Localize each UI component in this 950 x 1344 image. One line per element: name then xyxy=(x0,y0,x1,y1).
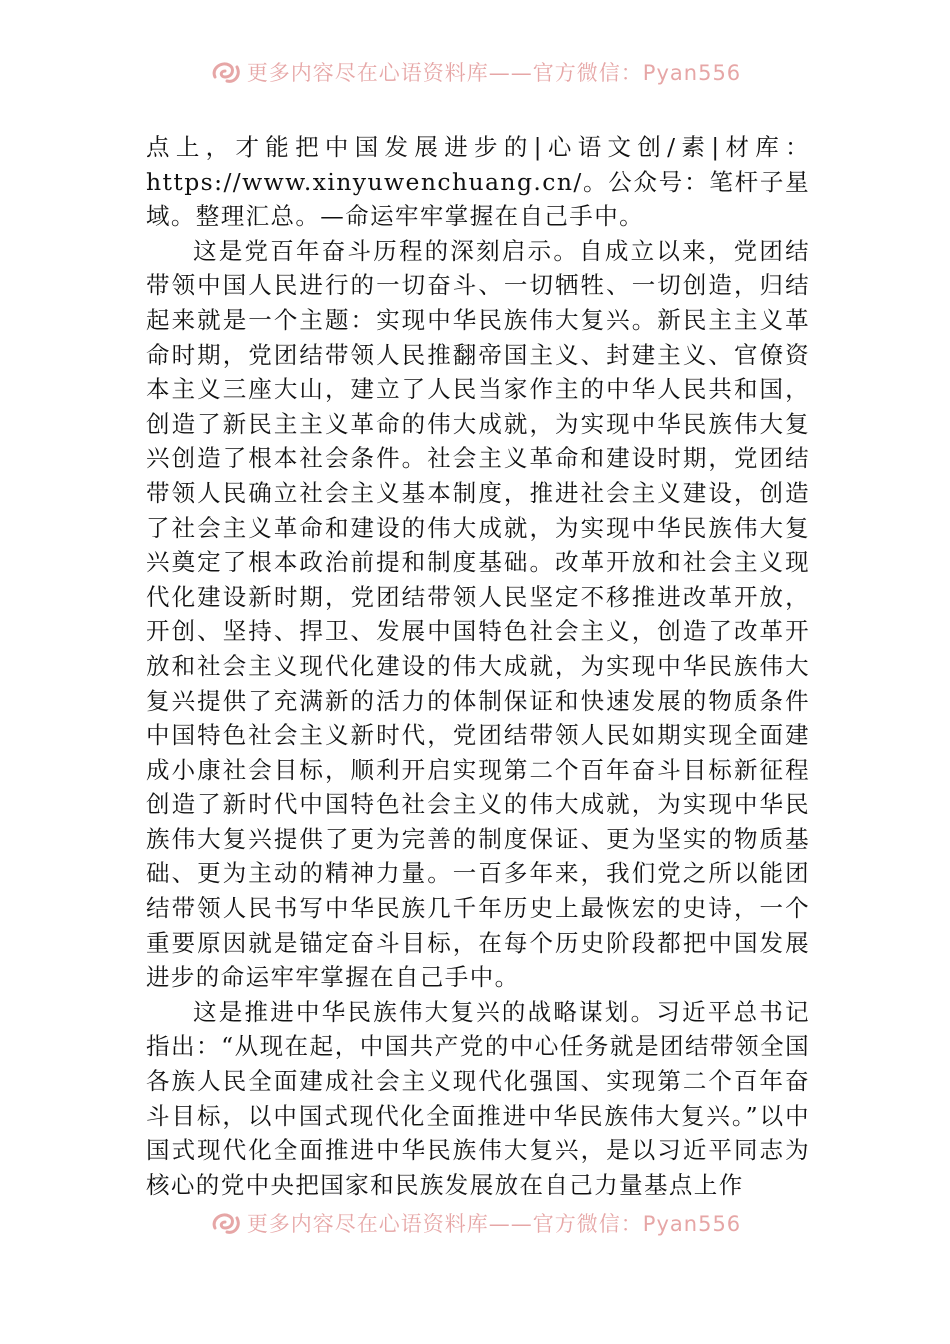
paragraph: 点上，才能把中国发展进步的|心语文创/素|材库：https://www.xinyuwenchuang.cn/。公众号：笔杆子星域。整理汇总。—命运牢牢掌握在自己手中。 xyxy=(146,133,810,231)
header-watermark xyxy=(0,52,950,92)
paragraph: 这是党百年奋斗历程的深刻启示。自成立以来，党团结带领中国人民进行的一切奋斗、一切牺牲、一切创造，归结起来就是一个主题：实现中华民族伟大复兴。新民主主义革命时期，党团结带领人民推翻帝国主义、封建主义、官僚资本主义三座大山，建立了人民当家作主的中华人民共和国，创造了新民主主义革命的伟大成就，为实现中华民族伟大复兴创造了根本社会条件。社会主义革命和建设时期，党团结带领人民确立社会主义基本制度，推进社会主义建设，创造了社会主义革命和建设的伟大成就，为实现中华民族伟大复兴奠定了根本政治前提和制度基础。改革开放和社会主义现代化建设新时期，党团结带领人民坚定不移推进改革开放，开创、坚持、捍卫、发展中国特色社会主义，创造了改革开放和社会主义现代化建设的伟大成就，为实现中华民族伟大复兴提供了充满新的活力的体制保证和快速发展的物质条件中国特色社会主义新时代，党团结带领人民如期实现全面建成小康社会目标，顺利开启实现第二个百年奋斗目标新征程创造了新时代中国特色社会主义的伟大成就，为实现中华民族伟大复兴提供了更为完善的制度保证、更为坚实的物质基础、更为主动的精神力量。一百多年来，我们党之所以能团结带领人民书写中华民族几千年历史上最恢宏的史诗，一个重要原因就是锚定奋斗目标，在每个历史阶段都把中国发展进步的命运牢牢掌握在自己手中。 xyxy=(146,236,810,992)
swirl-logo-icon xyxy=(209,57,243,87)
document-body xyxy=(146,130,810,1202)
watermark-text: 更多内容尽在心语资料库——官方微信：Pyan556 xyxy=(246,1212,742,1236)
paragraph: 这是推进中华民族伟大复兴的战略谋划。习近平总书记指出：“从现在起，中国共产党的中心任务就是团结带领全国各族人民全面建成社会主义现代化强国、实现第二个百年奋斗目标，以中国式现代化全面推进中华民族伟大复兴。”以中国式现代化全面推进中华民族伟大复兴，是以习近平同志为核心的党中央把国家和民族发展放在自己力量基点上作 xyxy=(146,997,810,1199)
watermark-text: 更多内容尽在心语资料库——官方微信：Pyan556 xyxy=(246,61,742,85)
footer-watermark xyxy=(0,1203,950,1243)
swirl-logo-icon xyxy=(209,1208,243,1238)
